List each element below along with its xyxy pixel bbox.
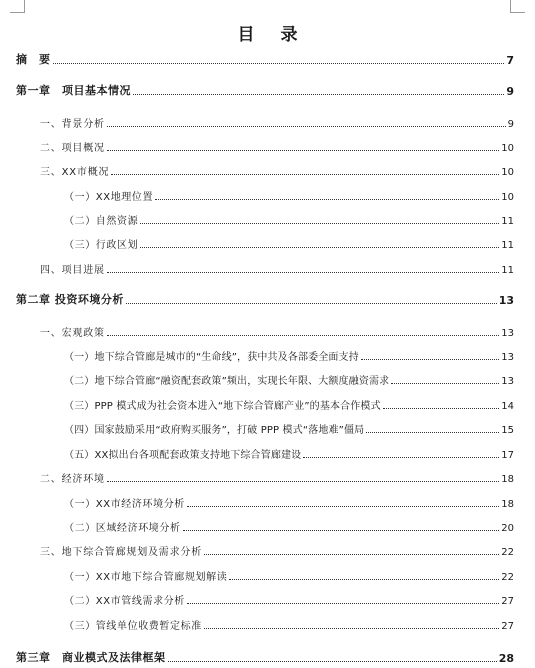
toc-entry-label: 一、宏观政策 (40, 328, 105, 339)
toc-entry-label: （五）XX拟出台各项配套政策支持地下综合管廊建设 (64, 450, 302, 461)
dot-leader (107, 481, 499, 482)
dot-leader (361, 359, 499, 360)
toc-entry[interactable] (40, 542, 514, 558)
toc-entry[interactable] (40, 114, 514, 130)
toc-entry-label: （二）XX市管线需求分析 (64, 596, 185, 607)
toc-entry[interactable] (64, 347, 514, 363)
margin-corner-mark-left (10, 0, 25, 13)
toc-entry-label: （一）XX地理位置 (64, 192, 154, 203)
toc-entry-page: 10 (501, 192, 514, 203)
toc-entry-label: （一）地下综合管廊是城市的“生命线”，获中共及各部委全面支持 (64, 352, 359, 363)
toc-entry-chapter-3[interactable] (16, 649, 514, 665)
toc-entry-label: （三）行政区划 (64, 240, 139, 251)
dot-leader (155, 199, 499, 200)
toc-entry-page: 13 (501, 328, 514, 339)
toc-entry-page: 13 (501, 376, 514, 387)
toc-entry[interactable] (64, 518, 514, 534)
toc-entry-label: （四）国家鼓励采用“政府购买服务”，打破 PPP 模式“落地难”僵局 (64, 425, 365, 436)
toc-entry-abstract[interactable] (16, 51, 514, 67)
toc-entry-page: 11 (501, 240, 514, 251)
dot-leader (383, 408, 500, 409)
toc-entry-label: 二、经济环境 (40, 474, 105, 485)
dot-leader (126, 303, 497, 304)
toc-entry-page: 18 (501, 474, 514, 485)
toc-entry-page: 10 (501, 167, 514, 178)
dot-leader (204, 628, 499, 629)
toc-entry-label: （二）地下综合管廊“融资配套政策”频出，实现长年限、大额度融资需求 (64, 376, 390, 387)
toc-entry-label: （二）自然资源 (64, 216, 139, 227)
toc-entry[interactable] (40, 260, 514, 276)
dot-leader (229, 579, 499, 580)
toc-entry-label: 三、地下综合管廊规划及需求分析 (40, 547, 202, 558)
toc-entry-chapter-1[interactable] (16, 82, 514, 98)
dot-leader (204, 554, 499, 555)
margin-corner-mark-right (510, 0, 525, 13)
toc-entry-page: 28 (498, 652, 514, 665)
toc-entry[interactable] (64, 371, 514, 387)
dot-leader (168, 661, 497, 662)
toc-entry[interactable] (64, 420, 514, 436)
toc-entry-label: 第一章 项目基本情况 (16, 84, 131, 97)
toc-entry-page: 14 (501, 401, 514, 412)
toc-entry[interactable] (64, 616, 514, 632)
toc-entry[interactable] (64, 235, 514, 251)
toc-entry[interactable] (64, 567, 514, 583)
dot-leader (366, 432, 499, 433)
toc-entry-page: 17 (501, 450, 514, 461)
dot-leader (133, 94, 504, 95)
dot-leader (183, 530, 500, 531)
toc-entry[interactable] (40, 323, 514, 339)
toc-entry-label: 一、背景分析 (40, 119, 105, 130)
toc-entry-page: 13 (498, 294, 514, 307)
dot-leader (107, 272, 499, 273)
dot-leader (187, 506, 499, 507)
dot-leader (107, 150, 499, 151)
toc-entry[interactable] (64, 396, 514, 412)
toc-entry-page: 27 (501, 621, 514, 632)
toc-entry-label: （二）区域经济环境分析 (64, 523, 181, 534)
dot-leader (140, 247, 499, 248)
toc-entry-page: 9 (507, 119, 514, 130)
dot-leader (111, 174, 499, 175)
toc-entry-page: 9 (506, 85, 514, 98)
toc-entry-page: 22 (501, 547, 514, 558)
toc-entry-label: 二、项目概况 (40, 143, 105, 154)
toc-entry-chapter-2[interactable] (16, 291, 514, 307)
toc-entry[interactable] (64, 494, 514, 510)
toc-entry-label: （三）PPP 模式成为社会资本进入“地下综合管廊产业”的基本合作模式 (64, 401, 381, 412)
toc-title: 目 录 (237, 25, 308, 45)
toc-entry[interactable] (40, 469, 514, 485)
toc-entry-page: 10 (501, 143, 514, 154)
toc-entry[interactable] (64, 591, 514, 607)
toc-entry-label: （三）管线单位收费暂定标准 (64, 621, 202, 632)
toc-entry-label: 四、项目进展 (40, 265, 105, 276)
toc-entry-label: （一）XX市经济环境分析 (64, 499, 185, 510)
dot-leader (140, 223, 499, 224)
toc-entry-label: 三、XX市概况 (40, 167, 110, 178)
toc-entry-page: 22 (501, 572, 514, 583)
toc-entry-page: 15 (501, 425, 514, 436)
toc-entry-page: 18 (501, 499, 514, 510)
toc-entry-label: 摘 要 (16, 53, 51, 66)
toc-entry-label: 第二章 投资环境分析 (16, 293, 124, 306)
toc-entry-page: 7 (506, 54, 514, 67)
toc-entry-page: 20 (501, 523, 514, 534)
toc-entry-label: （一）XX市地下综合管廊规划解读 (64, 572, 228, 583)
toc-entry[interactable] (40, 162, 514, 178)
dot-leader (53, 63, 505, 64)
toc-entry[interactable] (64, 445, 514, 461)
toc-entry[interactable] (64, 211, 514, 227)
toc-entry-label: 第三章 商业模式及法律框架 (16, 651, 166, 664)
toc-entry-page: 11 (501, 265, 514, 276)
dot-leader (187, 603, 499, 604)
toc-entry[interactable] (64, 187, 514, 203)
toc-entry-page: 13 (501, 352, 514, 363)
dot-leader (107, 335, 499, 336)
dot-leader (107, 126, 506, 127)
dot-leader (391, 383, 499, 384)
toc-entry-page: 11 (501, 216, 514, 227)
toc-entry[interactable] (40, 138, 514, 154)
toc-entry-page: 27 (501, 596, 514, 607)
dot-leader (303, 457, 499, 458)
